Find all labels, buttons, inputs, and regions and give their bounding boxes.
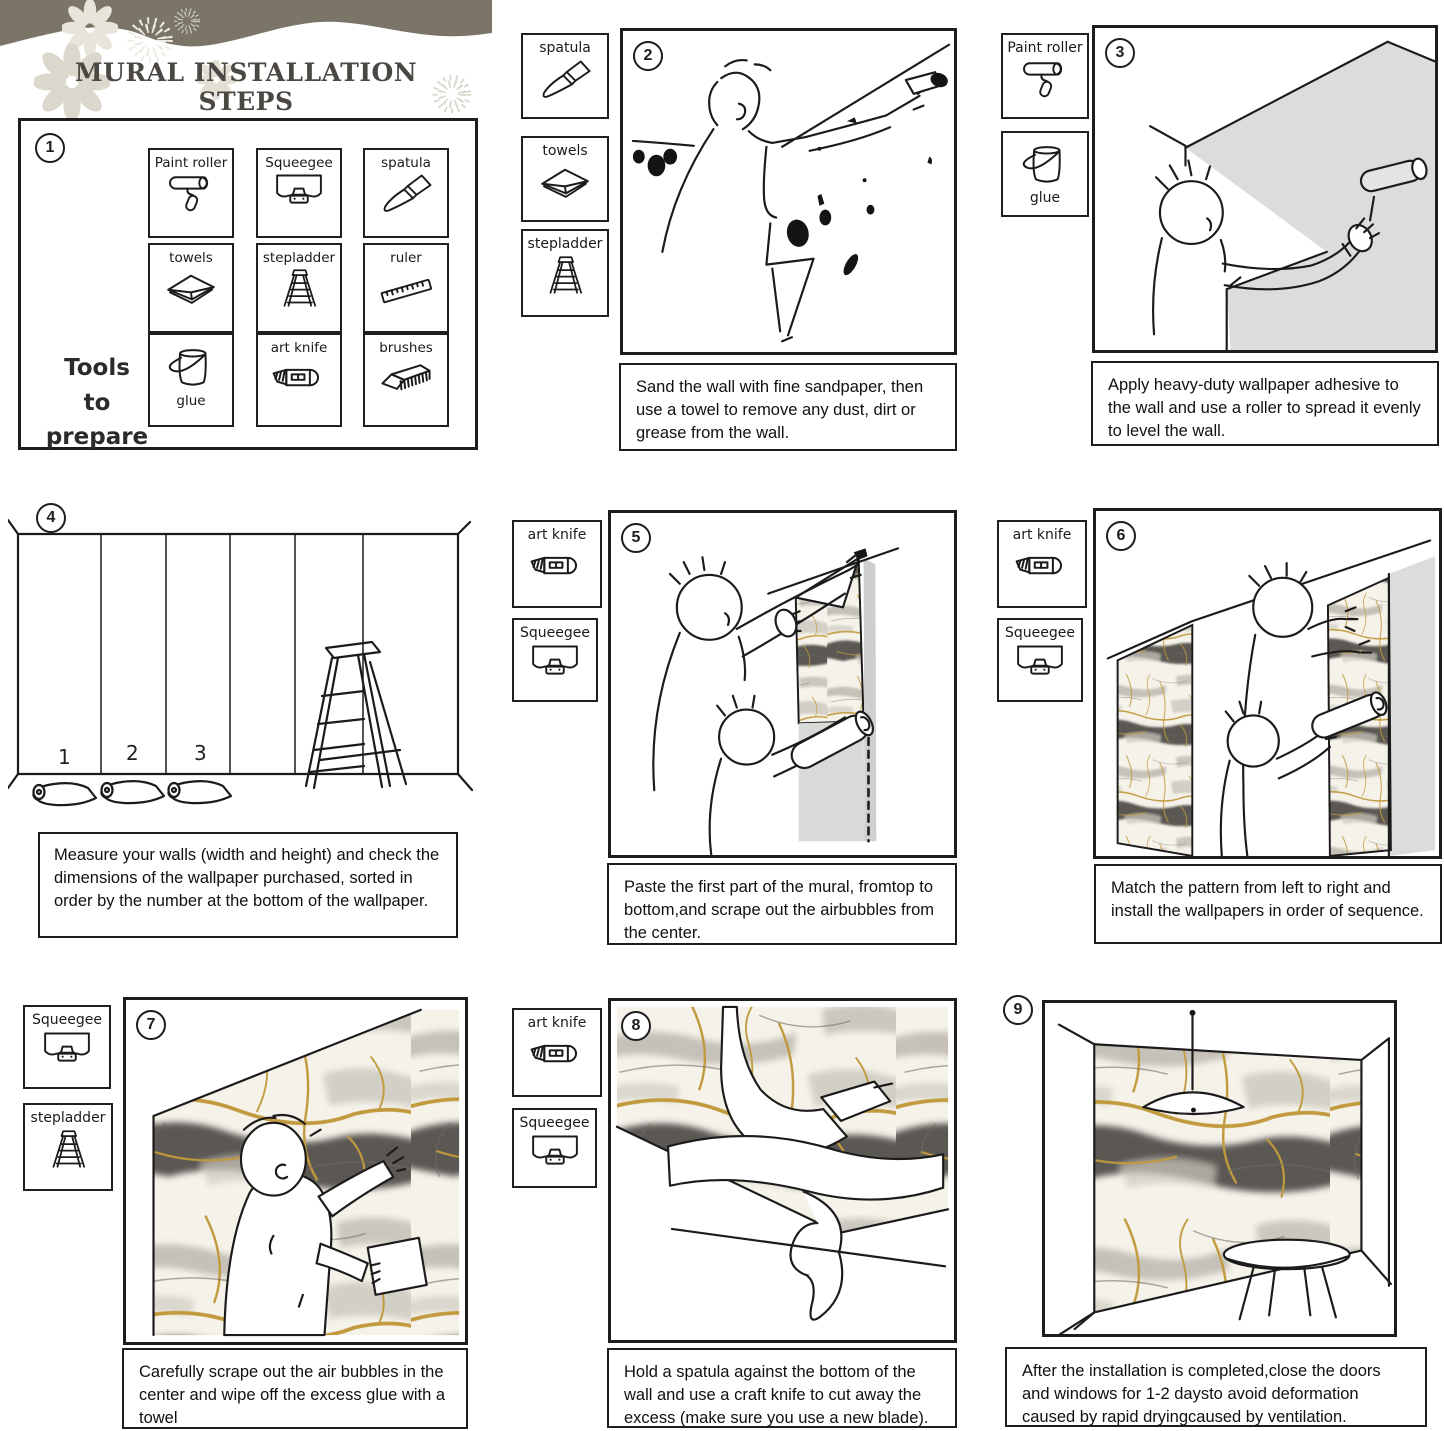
tools-panel-title xyxy=(41,351,153,455)
art-knife-icon xyxy=(270,357,328,399)
wall-panel-number: 3 xyxy=(194,741,207,765)
tool-box-paint-roller-step3 xyxy=(1001,33,1089,119)
tools-title-line: to xyxy=(83,389,111,416)
step-5-panel xyxy=(608,510,957,858)
tool-card-stepladder xyxy=(256,243,342,333)
tool-box-art-knife-step6 xyxy=(997,520,1087,608)
step-number-badge: 3 xyxy=(1105,38,1135,68)
tool-box-label: stepladder xyxy=(30,1110,106,1126)
tools-title-line: prepare xyxy=(45,424,149,450)
caption-text: After the installation is completed,close the doors and windows for 1-2 daysto avoid deformation caused by rapid dryingcaused by ventilation. xyxy=(1022,1362,1381,1426)
wallpaper-roll xyxy=(168,781,231,803)
tool-card-towels xyxy=(148,243,234,333)
caption-text: Paste the first part of the mural, fromtop to bottom,and scrape out the airbubbles from the center. xyxy=(624,878,935,942)
tool-box-label: Squeegee xyxy=(520,625,590,641)
towels-icon xyxy=(162,267,220,309)
ruler-icon xyxy=(377,267,435,309)
tool-box-art-knife-step8 xyxy=(512,1008,602,1097)
adhesive-wall-area xyxy=(1185,42,1434,350)
tool-card-art-knife xyxy=(256,333,342,427)
caption-text: Carefully scrape out the air bubbles in the center and wipe off the excess glue with a towel xyxy=(139,1363,446,1427)
tool-box-label: art knife xyxy=(1012,527,1072,543)
step-2-panel xyxy=(620,28,957,355)
step-6-caption xyxy=(1094,864,1442,944)
art-knife-icon xyxy=(528,1033,586,1075)
tool-card-brushes xyxy=(363,333,449,427)
glue-icon xyxy=(1016,138,1074,188)
step-3-illustration xyxy=(1095,28,1435,350)
wallpaper-roll xyxy=(101,781,164,803)
tool-card-label: stepladder xyxy=(262,250,336,266)
step-1-tools-panel xyxy=(18,118,478,450)
step-number-badge: 6 xyxy=(1106,521,1136,551)
tool-box-label: Paint roller xyxy=(1007,40,1083,56)
step-8-caption xyxy=(607,1348,957,1428)
stepladder-icon xyxy=(270,267,328,309)
paint-roller-icon xyxy=(1016,58,1074,100)
step-number-badge: 9 xyxy=(1003,995,1033,1025)
glue-icon xyxy=(162,340,220,392)
caption-text: Match the pattern from left to right and install the wallpapers in order of sequence. xyxy=(1111,879,1424,920)
art-knife-icon xyxy=(1013,545,1071,587)
tool-card-label: Squeegee xyxy=(265,155,333,171)
tool-box-stepladder-step7 xyxy=(23,1103,113,1191)
step-9-caption xyxy=(1005,1347,1427,1427)
tool-box-squeegee-step5 xyxy=(512,618,598,702)
tool-box-label: Squeegee xyxy=(32,1012,102,1028)
wall-panel-number: 2 xyxy=(126,741,139,765)
step-8-panel xyxy=(608,998,957,1343)
tool-box-label: glue xyxy=(1029,190,1061,206)
step-4-caption xyxy=(38,832,458,938)
tool-card-label: Paint roller xyxy=(154,155,228,171)
step-2-illustration xyxy=(623,31,954,352)
squeegee-icon xyxy=(270,172,328,214)
tool-card-label: spatula xyxy=(381,155,431,171)
art-knife-icon xyxy=(528,545,586,587)
caption-text: Sand the wall with fine sandpaper, then use a towel to remove any dust, dirt or grease from the wall. xyxy=(636,378,924,442)
wall-dirt-spots xyxy=(633,71,950,278)
tool-card-label: brushes xyxy=(379,340,433,356)
tool-box-squeegee-step8 xyxy=(512,1108,597,1188)
tool-card-spatula xyxy=(363,148,449,238)
stepladder-icon xyxy=(39,1128,97,1170)
step-3-caption xyxy=(1091,361,1439,446)
wall-panel-number: 1 xyxy=(58,745,71,769)
tools-title-line: Tools xyxy=(64,355,130,381)
step-7-caption xyxy=(122,1348,468,1429)
squeegee-icon xyxy=(526,1133,584,1175)
page-title: MURAL INSTALLATION STEPS xyxy=(74,58,418,116)
tool-box-glue-step3 xyxy=(1001,131,1089,217)
spatula-icon xyxy=(377,172,435,214)
step-9-panel xyxy=(1042,1000,1397,1337)
tool-box-spatula-step2 xyxy=(521,33,609,119)
tool-box-label: towels xyxy=(542,143,588,159)
step-number-badge: 7 xyxy=(136,1010,166,1040)
step-number-badge: 5 xyxy=(621,523,651,553)
tool-box-label: Squeegee xyxy=(519,1115,590,1131)
step-7-panel xyxy=(123,997,468,1345)
step-number-badge: 8 xyxy=(621,1011,651,1041)
tool-card-ruler xyxy=(363,243,449,333)
coffee-table xyxy=(1224,1240,1350,1320)
tool-card-paint-roller xyxy=(148,148,234,238)
tool-card-label: towels xyxy=(169,250,213,266)
caption-text: Hold a spatula against the bottom of the wall and use a craft knife to cut away the excess (make sure you use a new blade). xyxy=(624,1363,929,1427)
squeegee-icon xyxy=(1011,643,1069,685)
squeegee-icon xyxy=(38,1030,96,1072)
step-8-illustration xyxy=(611,1001,954,1340)
tool-box-label: art knife xyxy=(527,1015,587,1031)
finished-mural-wall xyxy=(1094,1044,1361,1312)
paint-roller-icon xyxy=(162,172,220,214)
step-number-badge: 2 xyxy=(633,41,663,71)
tool-box-label: Squeegee xyxy=(1005,625,1075,641)
tool-card-label: glue xyxy=(176,393,206,409)
step-7-illustration xyxy=(126,1000,465,1342)
tool-box-towels-step2 xyxy=(521,136,609,222)
towels-icon xyxy=(536,161,594,203)
tool-box-art-knife-step5 xyxy=(512,520,602,608)
step-9-illustration xyxy=(1045,1003,1394,1334)
caption-text: Measure your walls (width and height) and check the dimensions of the wallpaper purchased, sorted in order by the number at the bottom of the wallpaper. xyxy=(54,846,440,910)
step-6-panel xyxy=(1093,508,1442,859)
tool-box-label: spatula xyxy=(539,40,591,56)
step-6-illustration xyxy=(1096,511,1439,856)
tool-card-glue xyxy=(148,333,234,427)
step-3-panel xyxy=(1092,25,1438,353)
tool-box-stepladder-step2 xyxy=(521,229,609,317)
installed-mural-wall xyxy=(1118,625,1193,856)
tool-card-label: ruler xyxy=(390,250,422,266)
tool-box-squeegee-step7 xyxy=(23,1005,111,1089)
spatula-icon xyxy=(536,58,594,100)
tool-box-label: art knife xyxy=(527,527,587,543)
step-4-illustration xyxy=(8,498,478,843)
stepladder-sketch xyxy=(306,642,406,788)
caption-text: Apply heavy-duty wallpaper adhesive to the wall and use a roller to spread it evenly to level the wall. xyxy=(1108,376,1421,440)
tool-card-label: art knife xyxy=(270,340,328,356)
squeegee-in-hand xyxy=(368,1238,427,1295)
squeegee-icon xyxy=(526,643,584,685)
tool-box-squeegee-step6 xyxy=(997,618,1083,702)
stepladder-icon xyxy=(536,254,594,296)
step-number-badge: 1 xyxy=(35,133,65,163)
step-number-badge: 4 xyxy=(36,503,66,533)
tool-card-squeegee xyxy=(256,148,342,238)
brushes-icon xyxy=(377,357,435,399)
step-5-caption xyxy=(607,863,957,945)
step-5-illustration xyxy=(611,513,954,855)
wallpaper-roll xyxy=(33,783,96,805)
step-2-caption xyxy=(619,363,957,451)
tool-box-label: stepladder xyxy=(527,236,603,252)
